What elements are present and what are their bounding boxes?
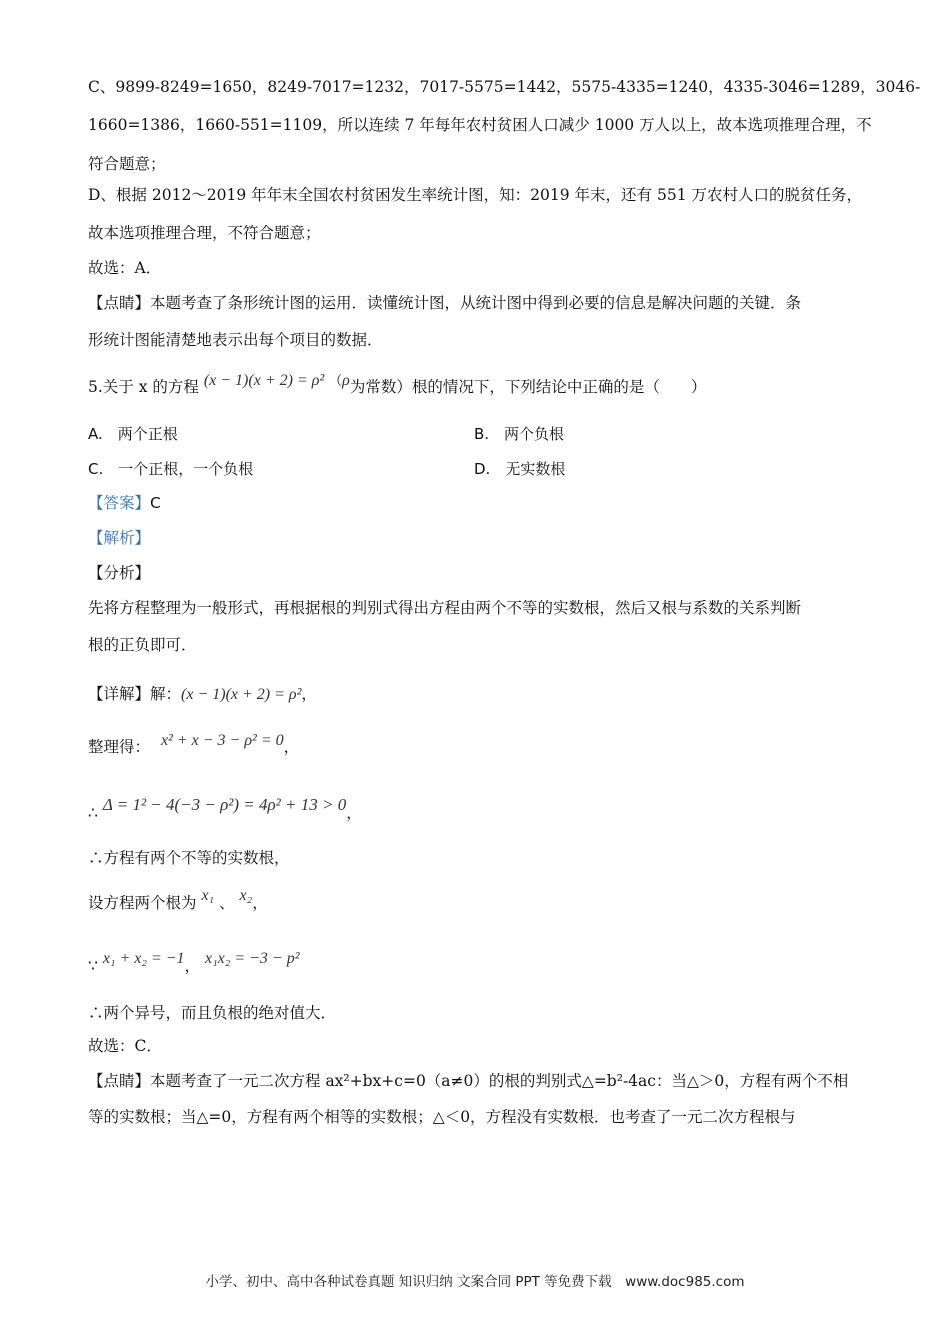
q5-equation: (x − 1)(x + 2) = ρ²	[203, 372, 325, 389]
two-roots-line: ∴方程有两个不等的实数根，	[88, 849, 290, 867]
fenxi-line-1: 先将方程整理为一般形式，再根据根的判别式得出方程由两个不等的实数根，然后又根与系数的关系判断	[88, 599, 802, 617]
option-b: B. 两个负根	[474, 425, 565, 443]
set-roots-line	[88, 887, 268, 914]
option-a: A. 两个正根	[88, 425, 178, 443]
analysis-tag: 【解析】	[88, 529, 151, 547]
answer-value: C	[150, 494, 161, 512]
therefore-symbol: ∴	[88, 804, 98, 822]
zhengli-label: 整理得：	[88, 738, 151, 756]
q5-prefix: 5.关于 x 的方程	[88, 378, 199, 396]
fenxi-tag: 【分析】	[88, 564, 151, 582]
dianjing-tag: 【点睛】	[88, 294, 151, 312]
answer-line	[88, 493, 161, 513]
eq1-tail: ，	[301, 685, 317, 703]
q5-suffix: 为常数）根的情况下，下列结论中正确的是（ ）	[349, 378, 707, 396]
equation-4a: x₁ + x₂ = −1	[102, 950, 185, 967]
c-line-3: 符合题意；	[88, 155, 166, 173]
vieta-comma: ，	[184, 957, 201, 975]
dianjing-2-cont: 等的实数根；当△=0，方程有两个相等的实数根；△＜0，方程没有实数根．也考查了一元二次方程根与	[88, 1108, 796, 1126]
eq2-tail: ，	[283, 738, 300, 756]
d-line-1: D、根据 2012～2019 年年末全国农村贫困发生率统计图，知：2019 年末，还有 551 万农村人口的脱贫任务，	[88, 186, 862, 204]
q5-paren-open: （	[329, 374, 343, 389]
option-c: C. 一个正根，一个负根	[88, 460, 254, 478]
dianjing-2-text: 本题考查了一元二次方程 ax²+bx+c=0（a≠0）的根的判别式△=b²-4ac：当△＞0，方程有两个不相	[150, 1072, 849, 1090]
eq3-tail: ，	[346, 804, 362, 822]
dianjing-1-cont: 形统计图能清楚地表示出每个项目的数据．	[88, 331, 383, 349]
dianjing-2	[88, 1071, 848, 1091]
q5-rho: ρ	[342, 372, 350, 389]
dianjing-text: 本题考查了条形统计图的运用．读懂统计图，从统计图中得到必要的信息是解决问题的关键．条	[150, 294, 802, 312]
zhengli-line	[88, 732, 300, 758]
footer: 小学、初中、高中各种试卷真题 知识归纳 文案合同 PPT 等免费下载 www.doc985.com	[205, 1274, 745, 1290]
c-line-2: 1660=1386，1660-551=1109，所以连续 7 年每年农村贫困人口减少 1000 万人以上，故本选项推理合理，不	[88, 116, 872, 134]
set-tail: ，	[252, 894, 268, 912]
option-d: D. 无实数根	[474, 460, 566, 478]
xiangjie-tag: 【详解】解：	[88, 685, 182, 703]
set-roots-label: 设方程两个根为	[88, 894, 197, 912]
d-line-2: 故本选项推理合理，不符合题意；	[88, 224, 321, 242]
fenxi-line-2: 根的正负即可．	[88, 636, 197, 654]
answer-tag: 【答案】	[88, 494, 151, 512]
root-x2: x₂	[239, 887, 253, 904]
question-5	[88, 372, 707, 399]
equation-3: Δ = 1² − 4(−3 − ρ²) = 4ρ² + 13 > 0	[102, 795, 347, 814]
vieta-line	[88, 948, 300, 975]
choose-c: 故选：C．	[88, 1037, 162, 1055]
choose-a: 故选：A．	[88, 259, 162, 277]
signs-line: ∴两个异号，而且负根的绝对值大．	[88, 1004, 337, 1022]
equation-4b: x₁x₂ = −3 − p²	[204, 950, 300, 967]
dun-mark: 、	[219, 894, 235, 912]
dianjing-2-tag: 【点睛】	[88, 1072, 151, 1090]
c-line-1: C、9899-8249=1650，8249-7017=1232，7017-5575=1442，5575-4335=1240，4335-3046=1289，3046-	[88, 78, 921, 96]
xiangjie-line	[88, 684, 317, 705]
equation-1: (x − 1)(x + 2) = ρ²	[181, 686, 302, 703]
dianjing-1	[88, 293, 801, 313]
discriminant-line	[88, 795, 362, 822]
root-x1: x₁	[201, 887, 215, 904]
equation-2: x² + x − 3 − ρ² = 0	[160, 732, 284, 749]
because-symbol: ∵	[88, 957, 98, 975]
